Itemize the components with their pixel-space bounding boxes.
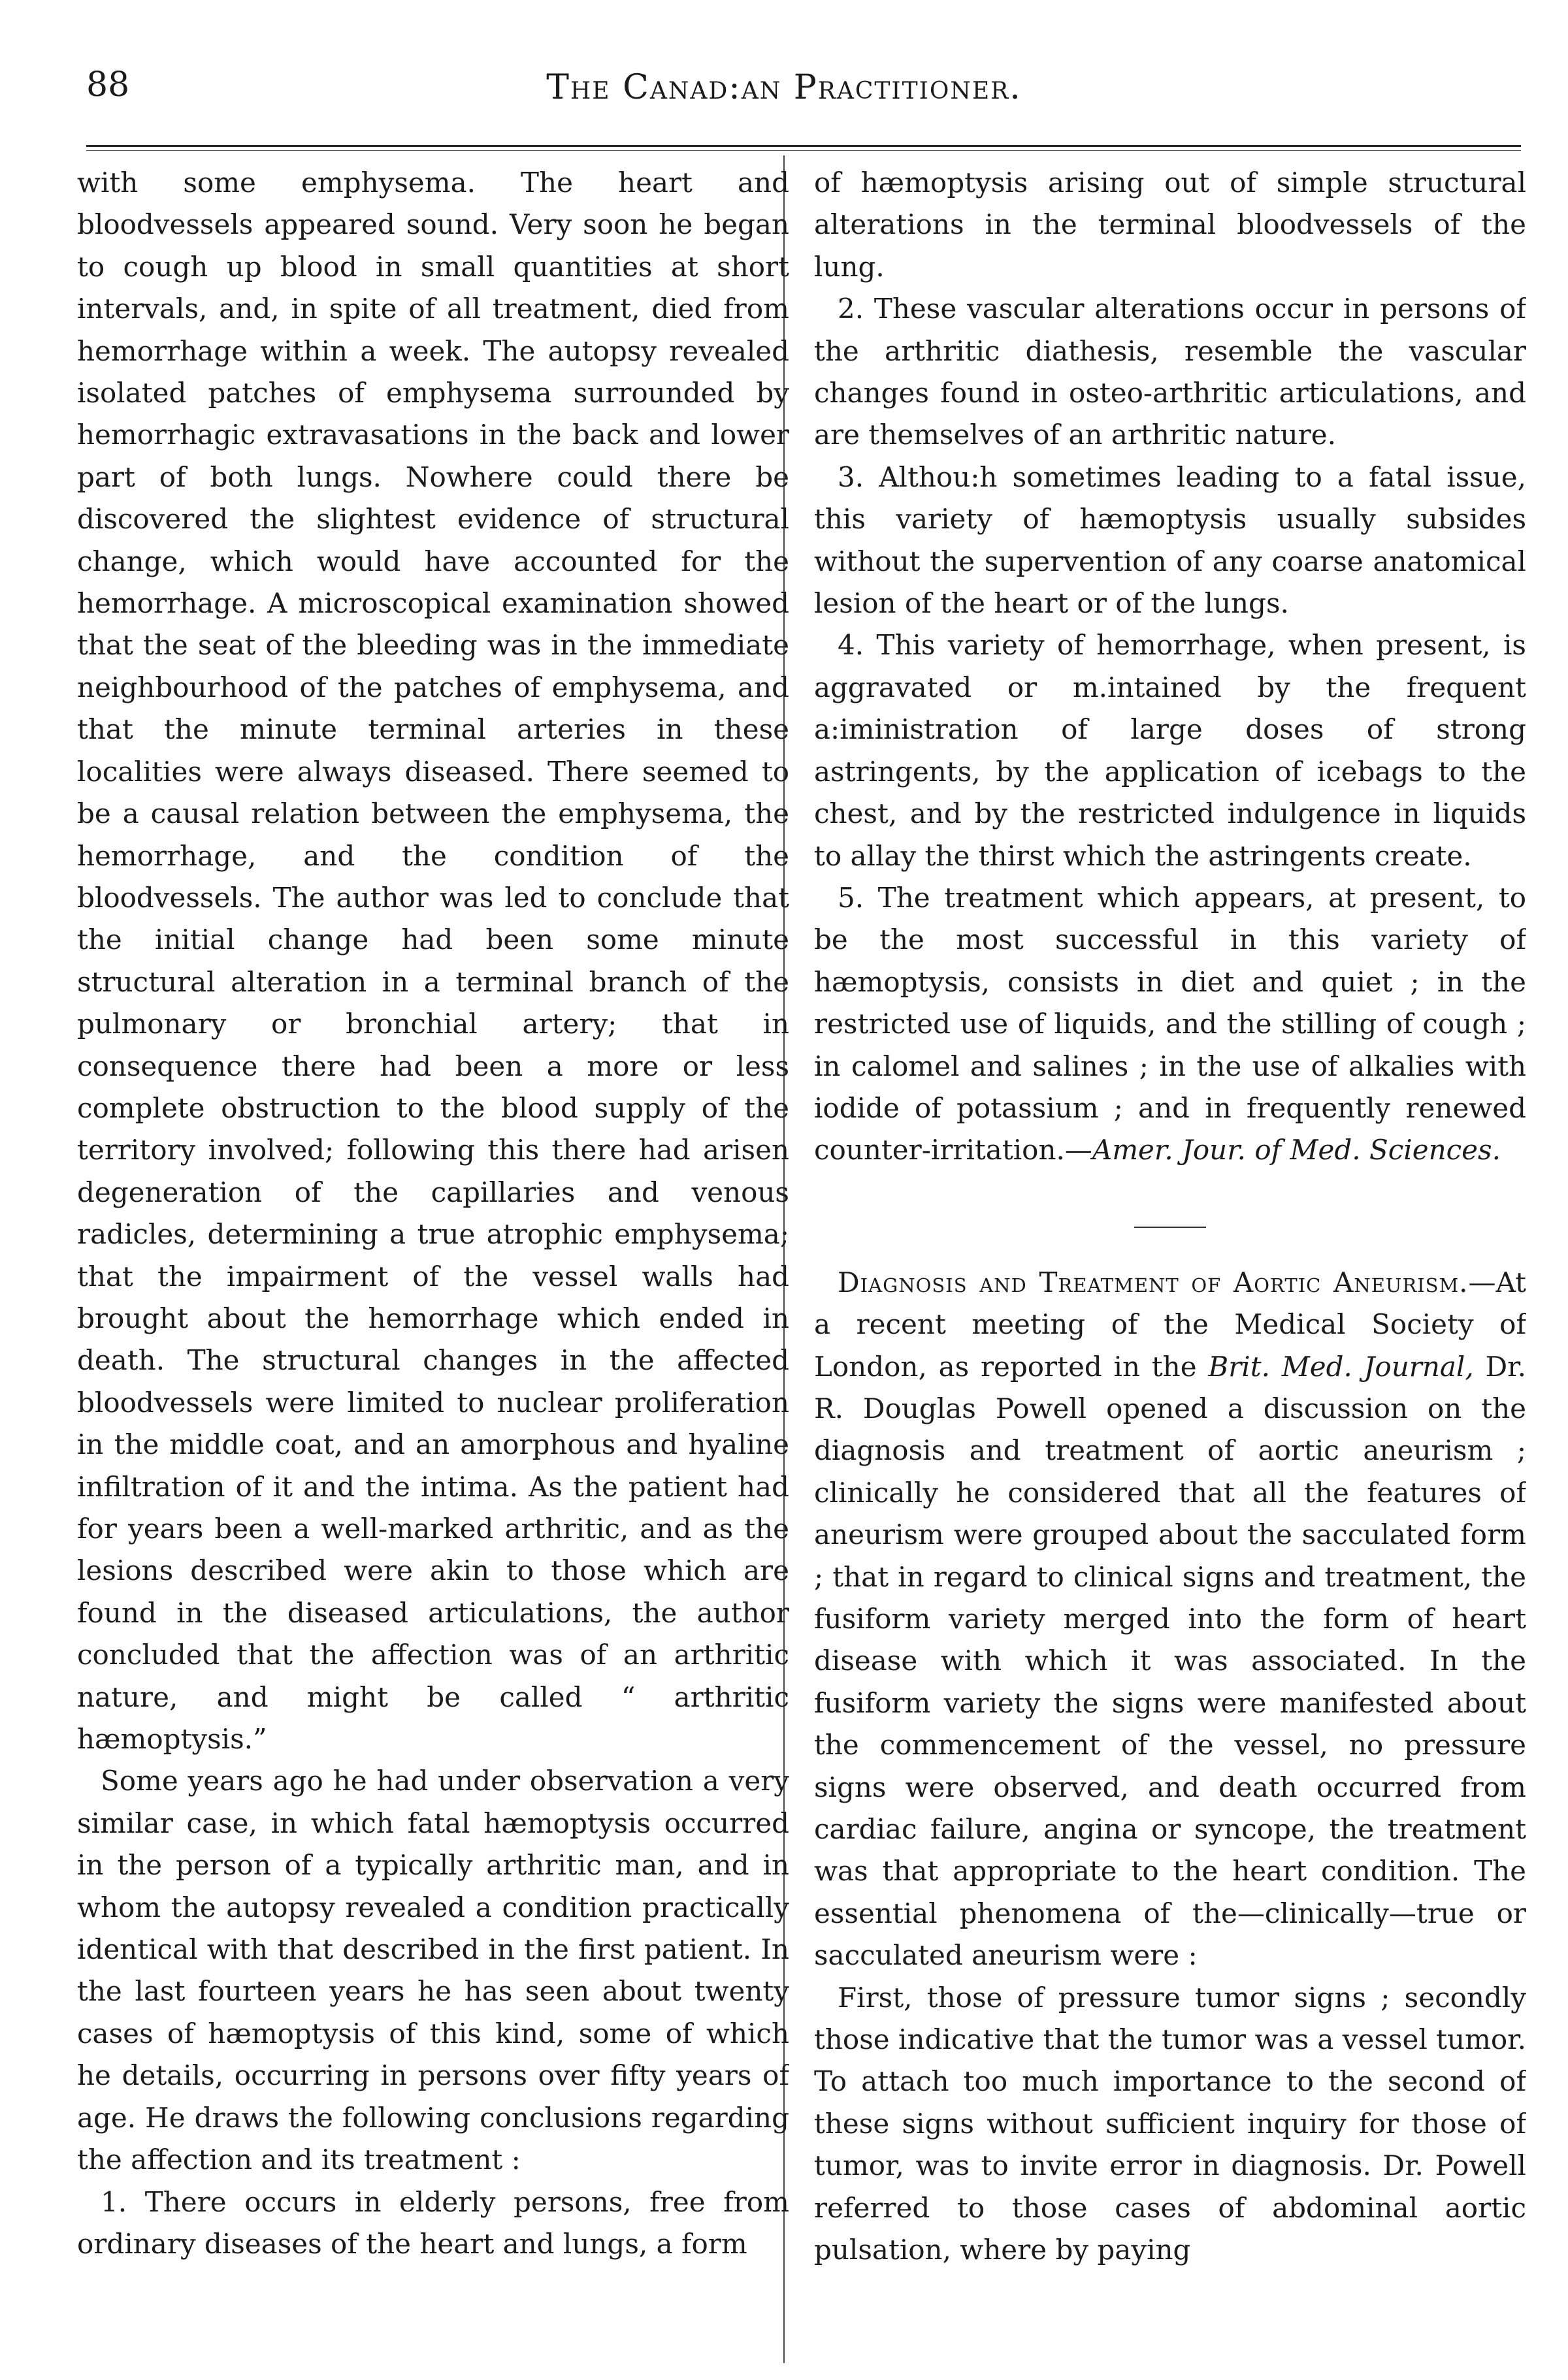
aneurism-article-signs: First, those of pressure tumor signs ; secondly those indicative that the tumor was a vessel tumor. To attach too much importance to the second of these signs without sufficient inquiry for those of tumor, was to invite error in diagnosis. Dr. Powell referred to those cases of abdominal aortic pulsation, where by paying — [814, 1981, 1526, 2266]
conclusion-5-text: 5. The treatment which appears, at present, to be the most successful in this variety of hæmoptysis, consists in diet and quiet ; in the restricted use of liquids, and the stilling of cough ; in calomel and salines ; in the use of alkalies with iodide of potassium ; and in frequently renewed counter-irritation.— — [814, 881, 1526, 1166]
conclusion-2: 2. These vascular alterations occur in persons of the arthritic diathesis, resemble the vascular changes found in osteo-arthritic articulations, and are themselves of an arthritic nature. — [814, 293, 1526, 451]
section-divider — [1134, 1227, 1206, 1228]
source-citation: Amer. Jour. of Med. Sciences. — [1092, 1134, 1501, 1166]
page-header — [0, 0, 1568, 157]
header-rule — [86, 145, 1521, 147]
article-title: Diagnosis and Treatment of Aortic Aneurism. — [838, 1266, 1469, 1298]
paragraph-continued-case: with some emphysema. The heart and bloodvessels appeared sound. Very soon he began to cough up blood in small quantities at short intervals, and, in spite of all treatment, died from hemorrhage within a week. The autopsy revealed isolated patches of emphysema surrounded by hemorrhagic extravasations in the back and lower part of both lungs. Nowhere could there be discovered the slightest evidence of structural change, which would have accounted for the hemorrhage. A microscopical examination showed that the seat of the bleeding was in the immediate neighbourhood of the patches of emphysema, and that the minute terminal arteries in these localities were always diseased. There seemed to be a causal relation between the emphysema, the hemorrhage, and the condition of the bloodvessels. The author was led to conclude that the initial change had been some minute structural alteration in a terminal branch of the pulmonary or bronchial artery; that in consequence there had been a more or less complete obstruction to the blood supply of the territory involved; following this there had arisen degeneration of the capillaries and venous radicles, determining a true atrophic emphysema; that the impairment of the vessel walls had brought about the hemorrhage which ended in death. The structural changes in the affected bloodvessels were limited to nuclear proliferation in the middle coat, and an amorphous and hyaline infiltration of it and the intima. As the patient had for years been a well-marked arthritic, and as the lesions described were akin to those which are found in the diseased articulations, the author concluded that the affection was of an arthritic nature, and might be called “ arthritic hæmoptysis.” — [77, 167, 789, 1756]
left-column — [77, 162, 789, 2376]
conclusion-1-end: of hæmoptysis arising out of simple structural alterations in the terminal bloodvessels of the lung. — [814, 167, 1526, 283]
aneurism-article-intro — [814, 1262, 1526, 1977]
header-rule-thin — [86, 150, 1521, 151]
running-title: The Canad:an Practitioner. — [546, 68, 1022, 107]
conclusion-4: 4. This variety of hemorrhage, when present, is aggravated or m.intained by the frequent a:iministration of large doses of strong astringents, by the application of icebags to the chest, and by the restricted indulgence in liquids to allay the thirst which the astringents create. — [814, 629, 1526, 872]
page-number: 88 — [86, 65, 130, 105]
paragraph-similar-case: Some years ago he had under observation a very similar case, in which fatal hæmoptysis occurred in the person of a typically arthritic man, and in whom the autopsy revealed a condition practically identical with that described in the first patient. In the last fourteen years he has seen about twenty cases of hæmoptysis of this kind, some of which he details, occurring in persons over fifty years of age. He draws the following conclusions regarding the affection and its treatment : — [77, 1765, 789, 2176]
conclusion-5 — [814, 877, 1526, 1172]
right-column — [814, 162, 1526, 2376]
article-intro-lead: —At a recent meeting of the Medical Society of London, as reported in the — [814, 1266, 1526, 1383]
conclusion-1-start: 1. There occurs in elderly persons, free from ordinary diseases of the heart and lungs, a form — [77, 2185, 789, 2260]
conclusion-3: 3. Althou:h sometimes leading to a fatal issue, this variety of hæmoptysis usually subsides without the supervention of any coarse anatomical lesion of the heart or of the lungs. — [814, 460, 1526, 620]
article-intro-rest: Dr. R. Douglas Powell opened a discussion on the diagnosis and treatment of aortic aneurism ; clinically he considered that all the features of aneurism were grouped about the sacculated form ; that in regard to clinical signs and treatment, the fusiform variety merged into the form of heart disease with which it was associated. In the fusiform variety the signs were manifested about the commencement of the vessel, no pressure signs were observed, and death occurred from cardiac failure, angina or syncope, the treatment was that appropriate to the heart condition. The essential phenomena of the—clinically—true or sacculated aneurism were : — [814, 1350, 1526, 1972]
journal-name: Brit. Med. Journal, — [1208, 1350, 1474, 1383]
